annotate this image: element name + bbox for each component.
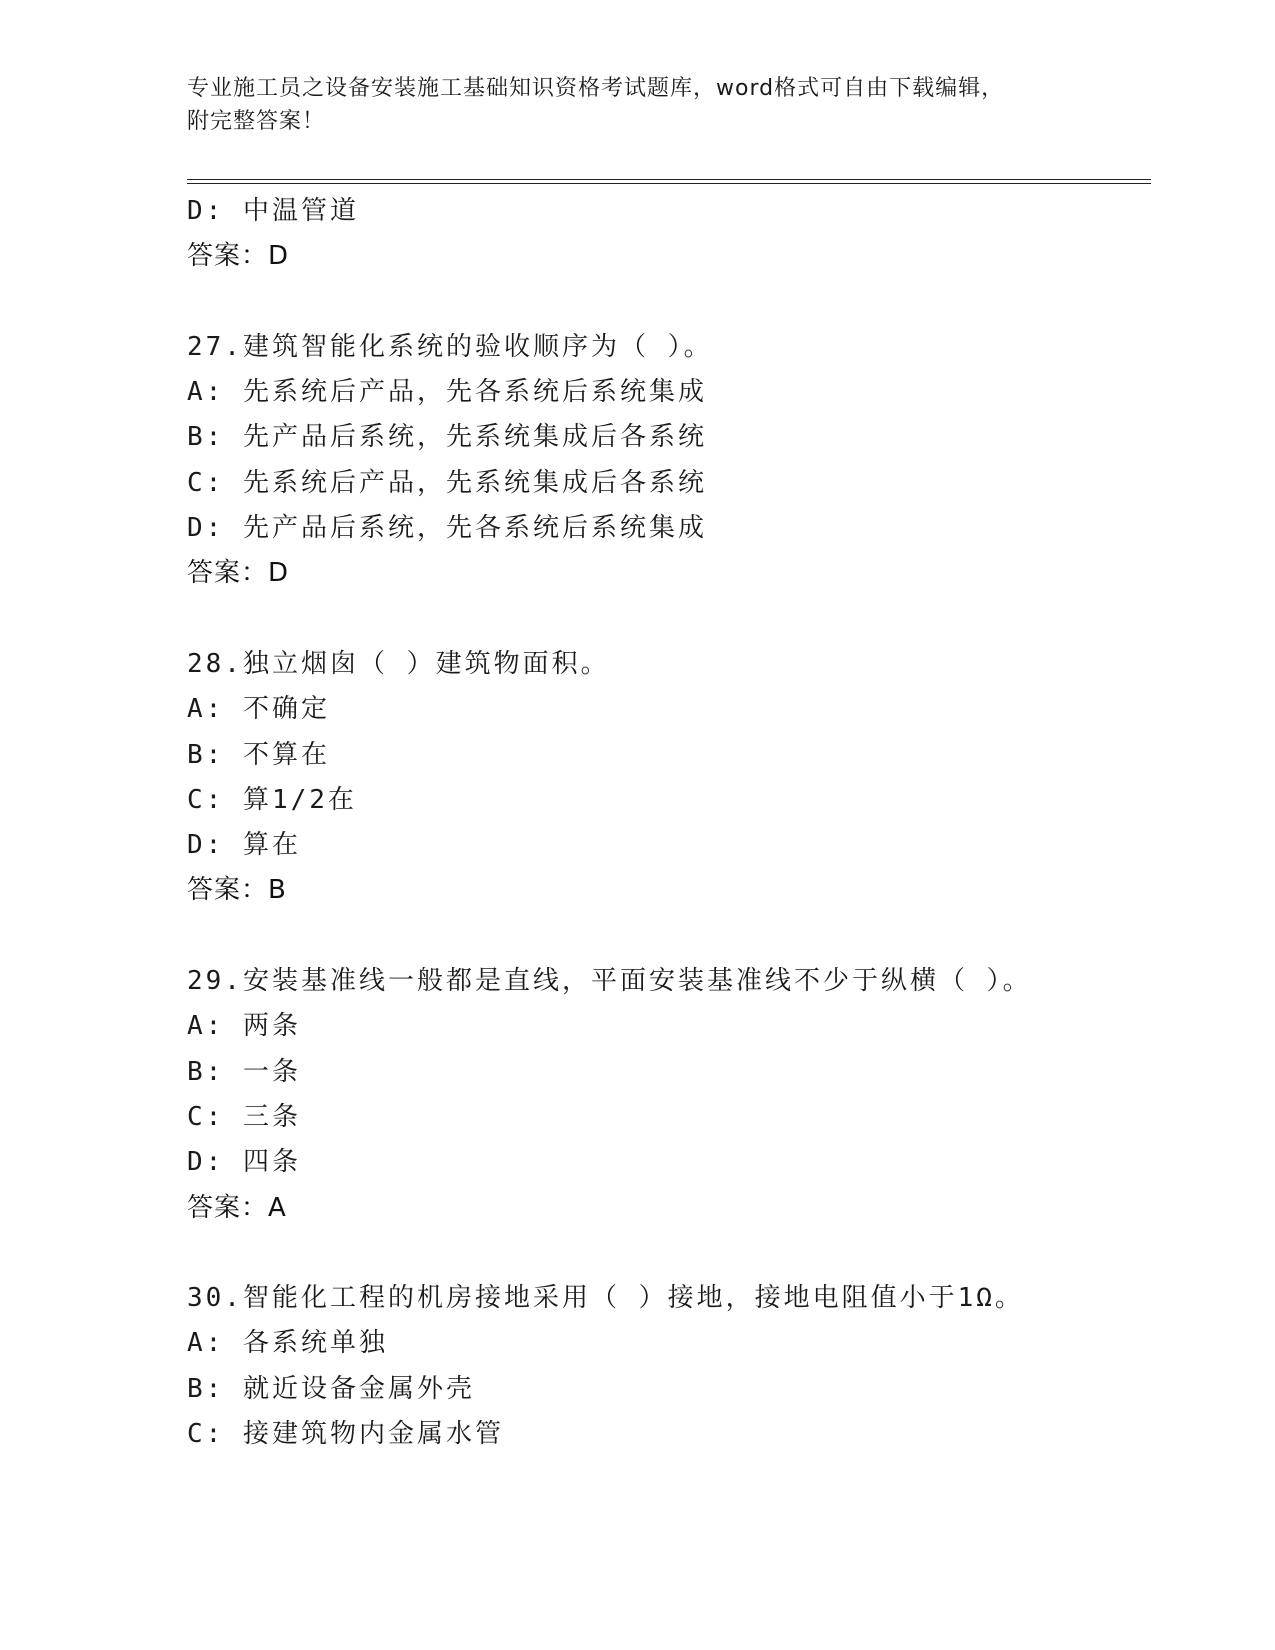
question-29 (187, 959, 1147, 1231)
option-b: B: 先产品后系统，先系统集成后各系统 (187, 422, 707, 453)
header-divider (187, 179, 1151, 184)
question-stem: 30.智能化工程的机房接地采用（ ）接地，接地电阻值小于1Ω。 (187, 1283, 1024, 1314)
option-c: C: 算1/2在 (187, 784, 357, 815)
question-28 (187, 642, 1147, 914)
answer-line: 答案：D (187, 241, 290, 272)
question-list (187, 189, 1147, 1457)
option-d: D: 四条 (187, 1147, 301, 1178)
option-d: D: 算在 (187, 830, 301, 861)
spacer (187, 1231, 1147, 1276)
question-stem: 29.安装基准线一般都是直线，平面安装基准线不少于纵横（ ）。 (187, 966, 1032, 997)
option-a: A: 各系统单独 (187, 1328, 388, 1359)
spacer (187, 914, 1147, 959)
header-line-1: 专业施工员之设备安装施工基础知识资格考试题库，word格式可自由下载编辑， (187, 76, 1005, 101)
option-a: A: 两条 (187, 1011, 301, 1042)
option-c: C: 先系统后产品，先系统集成后各系统 (187, 467, 707, 498)
question-stem: 27.建筑智能化系统的验收顺序为（ ）。 (187, 331, 713, 362)
question-partial (187, 189, 1147, 280)
option-a: A: 不确定 (187, 694, 330, 725)
option-b: B: 一条 (187, 1056, 301, 1087)
option-c: C: 三条 (187, 1101, 301, 1132)
spacer (187, 280, 1147, 325)
answer-line: 答案：B (187, 875, 287, 906)
document-page (187, 0, 1147, 1650)
question-stem: 28.独立烟囱（ ）建筑物面积。 (187, 648, 610, 679)
header-line-2: 附完整答案！ (187, 109, 326, 134)
option-d: D: 中温管道 (187, 196, 359, 226)
option-a: A: 先系统后产品，先各系统后系统集成 (187, 377, 707, 408)
question-27 (187, 325, 1147, 597)
option-b: B: 不算在 (187, 739, 330, 770)
option-b: B: 就近设备金属外壳 (187, 1373, 475, 1404)
spacer (187, 597, 1147, 642)
question-30 (187, 1276, 1147, 1457)
answer-line: 答案：D (187, 558, 290, 589)
document-header (187, 72, 1067, 138)
answer-line: 答案：A (187, 1192, 287, 1223)
option-c: C: 接建筑物内金属水管 (187, 1419, 504, 1450)
option-d: D: 先产品后系统，先各系统后系统集成 (187, 513, 707, 544)
